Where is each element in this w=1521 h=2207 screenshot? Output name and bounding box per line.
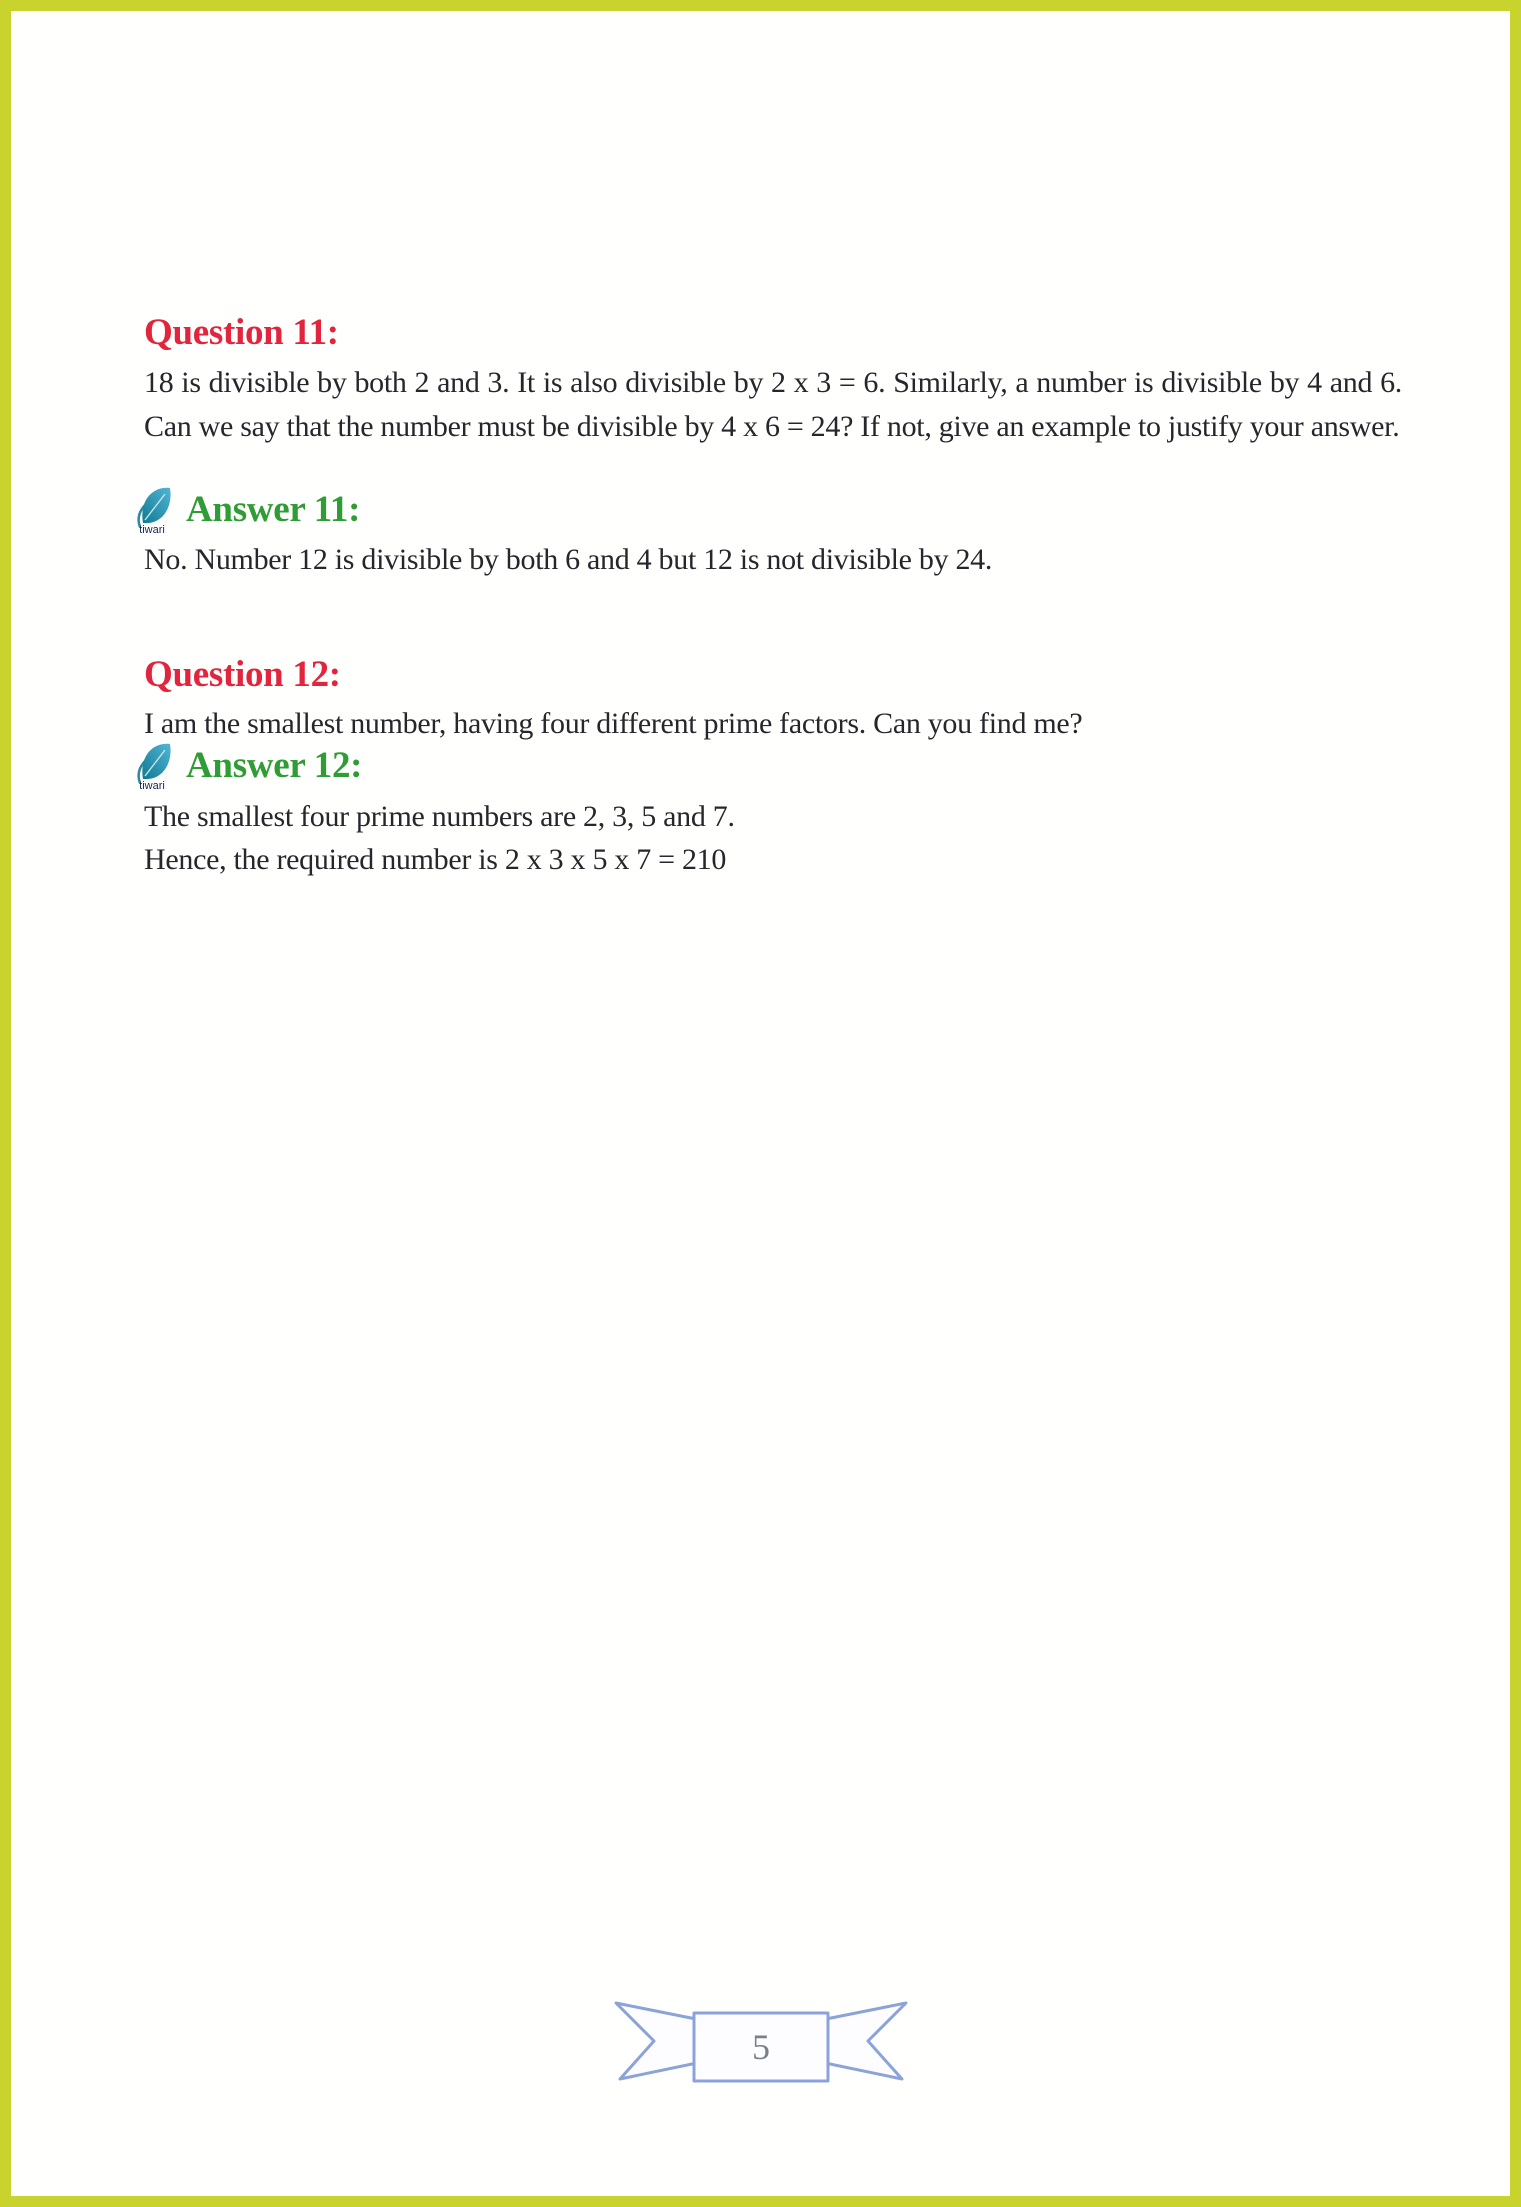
answer-12-text-line-2: Hence, the required number is 2 x 3 x 5 x 7 = 210 xyxy=(144,843,727,876)
answer-11-row xyxy=(139,483,361,535)
question-11-heading: Question 11: xyxy=(144,312,339,353)
answer-11-text: No. Number 12 is divisible by both 6 and 4 but 12 is not divisible by 24. xyxy=(144,543,993,576)
answer-12-text-line-1: The smallest four prime numbers are 2, 3, 5 and 7. xyxy=(144,800,735,833)
answer-12-heading: Answer 12: xyxy=(186,744,363,786)
question-12-heading: Question 12: xyxy=(144,654,341,695)
page-number: 5 xyxy=(751,2027,770,2067)
tiwari-academy-leaf-icon xyxy=(130,739,176,791)
answer-11-heading: Answer 11: xyxy=(186,488,361,530)
logo-text: tiwari xyxy=(139,524,165,535)
tiwari-academy-leaf-icon xyxy=(130,483,176,535)
logo-text: tiwari xyxy=(139,780,165,791)
page-number-ribbon xyxy=(606,1997,916,2092)
question-11-text: 18 is divisible by both 2 and 3. It is also divisible by 2 x 3 = 6. Similarly, a number is divisible by 4 and 6. Can we say that the number must be divisible by 4 x 6 = 24? If not, give an example to justify your answer. xyxy=(144,366,1402,443)
answer-12-row xyxy=(139,739,363,791)
question-12-text: I am the smallest number, having four different prime factors. Can you find me? xyxy=(144,707,1083,740)
